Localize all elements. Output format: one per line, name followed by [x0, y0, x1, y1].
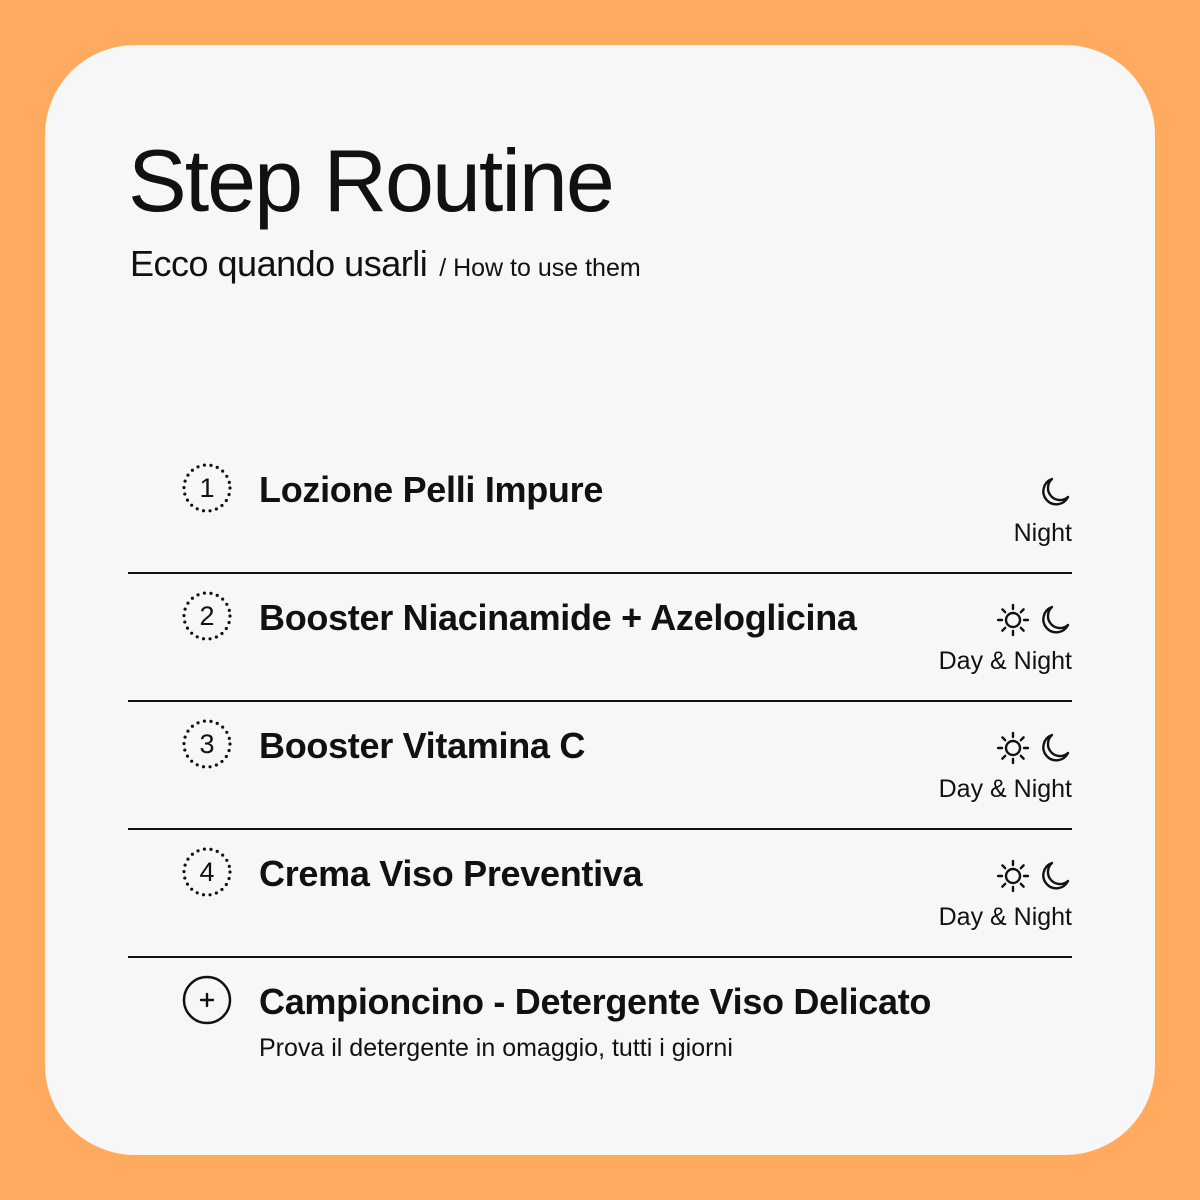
- step-name: Lozione Pelli Impure: [259, 469, 604, 510]
- page-title: Step Routine: [128, 131, 613, 230]
- sample-row: [128, 975, 1072, 1103]
- moon-icon: [1038, 603, 1072, 637]
- step-number-badge: [182, 847, 232, 897]
- usage-time: Night: [1013, 519, 1072, 547]
- step-number-badge: [182, 591, 232, 641]
- step-number: 3: [199, 729, 215, 759]
- step-number: 2: [199, 601, 215, 631]
- time-icons: [1030, 475, 1072, 511]
- sun-icon: [996, 603, 1030, 637]
- usage-time: Day & Night: [938, 647, 1072, 675]
- divider: [128, 572, 1072, 574]
- step-number: 1: [199, 473, 215, 503]
- usage-time: Day & Night: [938, 903, 1072, 931]
- step-name: Crema Viso Preventiva: [259, 853, 643, 894]
- divider: [128, 956, 1072, 958]
- usage-time: Day & Night: [938, 775, 1072, 803]
- step-name: Booster Vitamina C: [259, 725, 586, 766]
- sample-description: Prova il detergente in omaggio, tutti i giorni: [259, 1034, 733, 1062]
- sample-name: Campioncino - Detergente Viso Delicato: [259, 981, 932, 1022]
- divider: [128, 828, 1072, 830]
- step-number: 4: [199, 857, 215, 887]
- moon-icon: [1038, 475, 1072, 509]
- divider: [128, 700, 1072, 702]
- subtitle-translation: / How to use them: [439, 254, 641, 282]
- time-icons: [988, 603, 1072, 639]
- moon-icon: [1038, 859, 1072, 893]
- sun-icon: [996, 731, 1030, 765]
- step-number-badge: [182, 719, 232, 769]
- routine-card: [45, 45, 1155, 1155]
- step-number-badge: [182, 463, 232, 513]
- time-icons: [988, 859, 1072, 895]
- step-name: Booster Niacinamide + Azeloglicina: [259, 597, 857, 638]
- subtitle-main: Ecco quando usarli: [130, 243, 428, 284]
- subtitle: [130, 243, 641, 284]
- moon-icon: [1038, 731, 1072, 765]
- sun-icon: [996, 859, 1030, 893]
- plus-circle-icon: [182, 975, 232, 1025]
- time-icons: [988, 731, 1072, 767]
